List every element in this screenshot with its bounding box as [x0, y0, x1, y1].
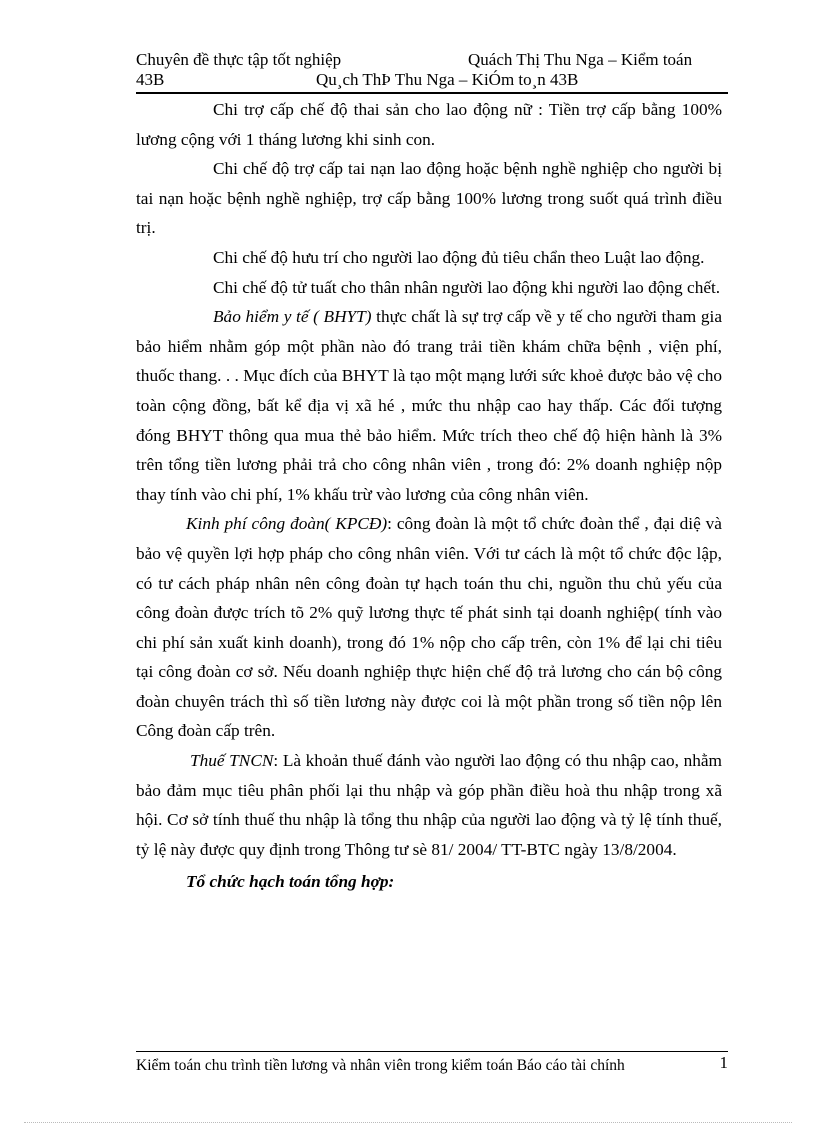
paragraph-bhyt-text: thực chất là sự trợ cấp về y tế cho người tham gia bảo hiểm nhằm góp một phần nào đó trang trải tiền khám chữa bệnh , viện phí, thuốc thang. . . Mục đích của BHYT là tạo một mạng lưới sức khoẻ được bảo vệ cho toàn cộng đồng, bất kể địa vị xã hé , mức thu nhập cao hay thấp. Các đối tượng đóng BHYT thông qua mua thẻ bảo hiểm. Mức trích theo chế độ hiện hành là 3% trên tổng tiền lương phải trả cho công nhân viên , trong đó: 2% doanh nghiệp nộp thay tính vào chi phí, 1% khấu trừ vào lương của công nhân viên. [136, 307, 722, 504]
paragraph-kpcd [136, 509, 722, 746]
paragraph-kpcd-text: : công đoàn là một tổ chức đoàn thể , đại diệ và bảo vệ quyền lợi hợp pháp cho công nhân viên. Với tư cách là một tổ chức độc lập, có tư cách pháp nhân nên công đoàn tự hạch toán thu chi, nguồn thu chủ yếu của công đoàn được trích tõ 2% quỹ lương thực tế phát sinh tại doanh nghiệp( tính vào chi phí sản xuất kinh doanh), trong đó 1% nộp cho cấp trên, còn 1% để lại chi tiêu tại công đoàn cơ sở. Nếu doanh nghiệp thực hiện chế độ trả lương cho cán bộ công đoàn chuyên trách thì số tiền lương này được coi là một phần trong số tiền nộp lên Công đoàn cấp trên. [136, 514, 722, 741]
header-title: Chuyên đề thực tập tốt nghiệp [136, 50, 342, 69]
page-header [136, 50, 728, 90]
term-tncn: Thuế TNCN [190, 751, 274, 771]
footer-title: Kiểm toán chu trình tiền lương và nhân viên trong kiểm toán Báo cáo tài chính [136, 1057, 625, 1074]
header-author-garbled: Qu¸ch ThÞ Thu Nga – KiÓm to¸n 43B [316, 70, 579, 89]
paragraph-retirement: Chi chế độ hưu trí cho người lao động đủ tiêu chẩn theo Luật lao động. [213, 247, 705, 267]
term-kpcd: Kinh phí công đoàn( KPCĐ) [186, 514, 388, 534]
header-divider [136, 92, 728, 94]
section-heading: Tổ chức hạch toán tổng hợp: [186, 872, 395, 892]
paragraph-death-benefit: Chi chế độ tử tuất cho thân nhân người lao động khi người lao động chết. [213, 277, 721, 297]
document-body [136, 95, 722, 897]
paragraph-tax [136, 746, 722, 864]
paragraph-tax-text: : Là khoản thuế đánh vào người lao động có thu nhập cao, nhằm bảo đảm mục tiêu phân phối lại thu nhập và góp phần điều hoà thu nhập trong xã hội. Cơ sở tính thuế thu nhập là tổng thu nhập của người lao động và tỷ lệ tính thuế, tỷ lệ này được quy định trong Thông tư sè 81/ 2004/ TT-BTC ngày 13/8/2004. [136, 751, 723, 859]
term-bhyt: Bảo hiểm y tế ( BHYT) [213, 307, 372, 327]
header-class: 43B [136, 70, 165, 89]
header-author: Quách Thị Thu Nga – Kiểm toán [468, 50, 693, 69]
paragraph-bhyt [136, 302, 722, 509]
paragraph-accident: Chi chế độ trợ cấp tai nạn lao động hoặc bệnh nghề nghiệp cho người bị tai nạn hoặc bệnh nghề nghiệp, trợ cấp bằng 100% lương trong suốt quá trình điều trị. [136, 159, 722, 238]
page-number: 1 [719, 1053, 728, 1072]
paragraph-maternity: Chi trợ cấp chế độ thai sản cho lao động nữ : Tiền trợ cấp bằng 100% lương cộng với 1 tháng lương khi sinh con. [136, 100, 722, 149]
footer-divider [136, 1051, 728, 1052]
